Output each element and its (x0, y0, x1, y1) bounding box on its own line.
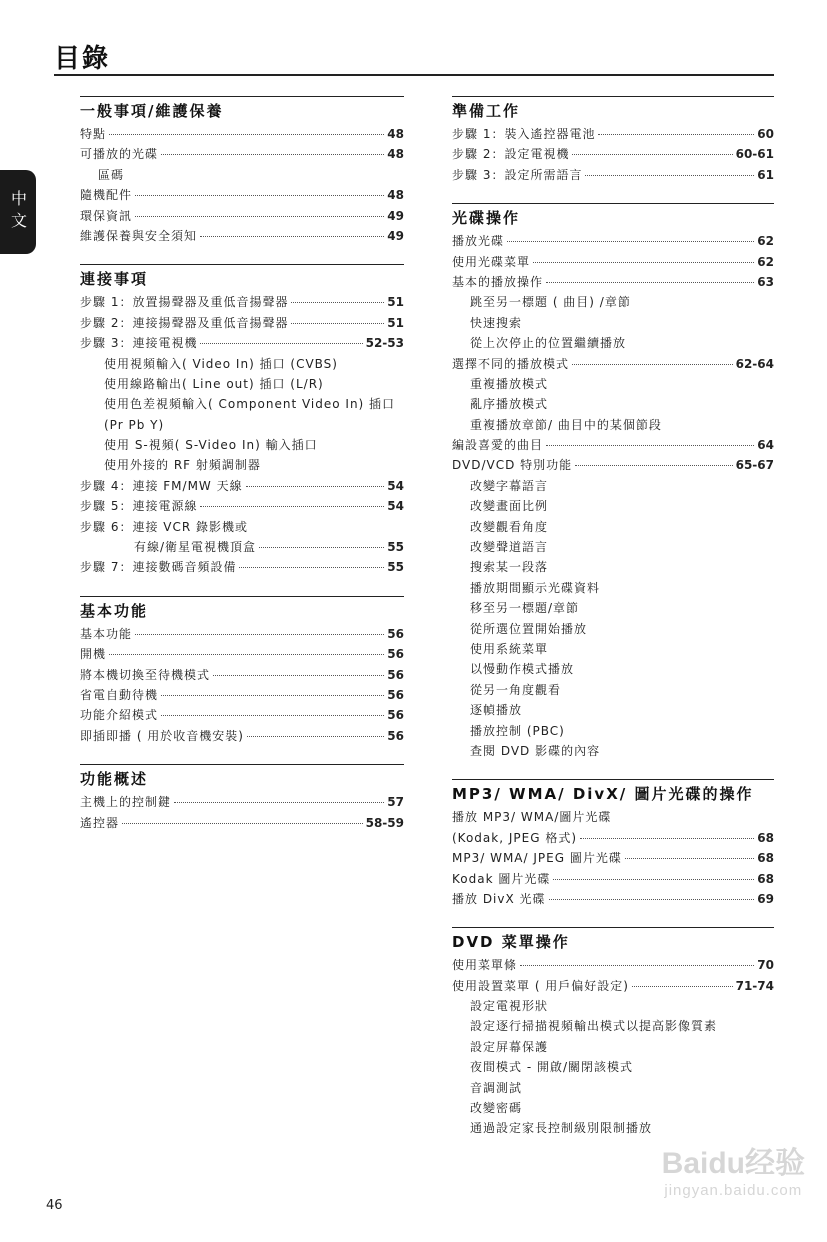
toc-entry (452, 1118, 774, 1138)
toc-entry-page: 68 (757, 851, 774, 866)
toc-entry-label: 基本的播放操作 (452, 274, 544, 289)
language-tab (0, 170, 36, 254)
toc-entry-label: 改變字幕語言 (470, 478, 549, 493)
toc-entry (452, 1078, 774, 1098)
dot-leader (625, 858, 754, 859)
dot-leader (632, 986, 733, 987)
toc-entry-label: 從所選位置開始播放 (470, 621, 588, 636)
section-title: 功能概述 (80, 764, 404, 792)
toc-entry-label: 從上次停止的位置繼續播放 (470, 336, 627, 351)
toc-entry (452, 828, 774, 848)
toc-entry (452, 374, 774, 394)
toc-entry (80, 557, 404, 577)
toc-entry-label: 遙控器 (80, 815, 120, 830)
toc-entry-label: Kodak 圖片光碟 (452, 871, 551, 886)
toc-entry (452, 272, 774, 292)
toc-entry (452, 517, 774, 537)
toc-entry (452, 700, 774, 720)
toc-entry (80, 333, 404, 353)
toc-entry-label: 特點 (80, 127, 107, 141)
toc-entry (452, 333, 774, 353)
toc-entry (452, 869, 774, 889)
toc-entry-label: 使用光碟菜單 (452, 254, 531, 269)
toc-entry (80, 165, 404, 185)
toc-entry-label: 夜間模式 - 開啟/關閉該模式 (470, 1060, 634, 1075)
toc-entry-page: 62 (757, 254, 774, 269)
toc-entry-label: 步驟 4：連接 FM/MW 天線 (80, 478, 243, 493)
toc-entry-label: 查閱 DVD 影碟的內容 (470, 743, 601, 758)
language-tab-label: 中文 (8, 190, 28, 234)
toc-entry-page: 60 (757, 127, 774, 141)
toc-entry (80, 354, 404, 374)
toc-entry-page: 56 (387, 626, 404, 641)
dot-leader (135, 195, 384, 196)
toc-entry-label: DVD/VCD 特別功能 (452, 458, 573, 473)
toc-section (452, 927, 774, 1139)
toc-entry (80, 455, 404, 475)
toc-entry-label: 使用視頻輸入( Video In) 插口 (CVBS) (104, 356, 338, 371)
toc-entry (452, 354, 774, 374)
dot-leader (572, 364, 733, 365)
dot-leader (109, 134, 384, 135)
toc-entry-label: 改變觀看角度 (470, 519, 549, 534)
toc-entry (452, 165, 774, 185)
toc-entry-label: 移至另一標題/章節 (470, 601, 580, 616)
toc-entry-page: 68 (757, 830, 774, 845)
toc-entry-label: 播放光碟 (452, 234, 505, 249)
toc-entry-label: 步驟 2：設定電視機 (452, 147, 570, 162)
toc-entry-page: 71-74 (735, 978, 774, 993)
toc-entry-label: 可播放的光碟 (80, 147, 159, 162)
dot-leader (161, 154, 384, 155)
dot-leader (546, 282, 754, 283)
toc-entry-page: 68 (757, 871, 774, 886)
toc-entry (80, 144, 404, 164)
dot-leader (161, 715, 384, 716)
toc-entry (452, 415, 774, 435)
dot-leader (247, 736, 384, 737)
section-title: 基本功能 (80, 596, 404, 624)
dot-leader (598, 134, 754, 135)
toc-entry-label: 使用 S-視頻( S-Video In) 輸入插口 (104, 438, 318, 453)
toc-entry-label: 步驟 6：連接 VCR 錄影機或 (80, 519, 249, 534)
toc-entry (452, 292, 774, 312)
toc-entry-page: 60-61 (735, 147, 774, 162)
dot-leader (200, 343, 362, 344)
toc-entry-label: 設定逐行掃描視頻輸出模式以提高影像質素 (470, 1019, 718, 1034)
dot-leader (200, 236, 384, 237)
toc-entry-label: 快速搜索 (470, 315, 523, 330)
toc-entry-label: 從另一角度觀看 (470, 682, 562, 697)
toc-entry (452, 848, 774, 868)
toc-entry-label: 搜索某一段落 (470, 560, 549, 575)
toc-entry-label: 播放 MP3/ WMA/圖片光碟 (452, 810, 612, 825)
toc-entry (452, 435, 774, 455)
toc-entry-page: 48 (387, 147, 404, 162)
toc-entry (80, 374, 404, 394)
toc-entry (80, 313, 404, 333)
watermark-brand: Baidu经验 (661, 1147, 805, 1180)
dot-leader (507, 241, 754, 242)
toc-entry-label: 省電自動待機 (80, 687, 159, 702)
toc-entry-page: 56 (387, 647, 404, 662)
toc-entry (452, 680, 774, 700)
dot-leader (585, 175, 754, 176)
dot-leader (239, 567, 384, 568)
toc-entry (80, 415, 404, 435)
toc-entry (80, 226, 404, 246)
toc-entry (452, 496, 774, 516)
toc-entry-label: 設定屏幕保護 (470, 1039, 549, 1054)
toc-entry (452, 1037, 774, 1057)
toc-entry-page: 49 (387, 208, 404, 223)
dot-leader (575, 465, 732, 466)
section-title: 連接事項 (80, 264, 404, 292)
dot-leader (549, 899, 755, 900)
toc-entry-page: 58-59 (365, 815, 404, 830)
toc-entry-label: 步驟 5：連接電源線 (80, 499, 198, 514)
toc-entry-label: 主機上的控制鍵 (80, 795, 172, 810)
toc-entry (452, 1016, 774, 1036)
toc-section (452, 779, 774, 909)
toc-entry-label: 亂序播放模式 (470, 397, 549, 412)
toc-entry-label: 重複播放章節/ 曲目中的某個節段 (470, 417, 662, 432)
section-title: DVD 菜單操作 (452, 927, 774, 955)
dot-leader (259, 547, 384, 548)
section-title: 光碟操作 (452, 203, 774, 231)
toc-entry (80, 792, 404, 812)
dot-leader (291, 302, 384, 303)
toc-entry-label: 基本功能 (80, 626, 133, 641)
toc-entry (452, 144, 774, 164)
section-title: 準備工作 (452, 96, 774, 124)
dot-leader (533, 262, 754, 263)
dot-leader (122, 823, 363, 824)
toc-entry (80, 476, 404, 496)
toc-entry (452, 313, 774, 333)
toc-entry-label: 使用外接的 RF 射頻調制器 (104, 458, 261, 473)
dot-leader (109, 654, 384, 655)
toc-entry-label: (Pr Pb Y) (104, 417, 165, 432)
toc-entry-label: 區碼 (98, 167, 125, 182)
watermark (662, 1138, 805, 1199)
toc-entry-label: 使用線路輸出( Line out) 插口 (L/R) (104, 376, 324, 391)
toc-entry-label: 改變密碼 (470, 1101, 523, 1116)
toc-entry (452, 889, 774, 909)
toc-entry (80, 292, 404, 312)
toc-entry-page: 63 (757, 274, 774, 289)
section-title: 一般事項/維護保養 (80, 96, 404, 124)
toc-entry-page: 52-53 (365, 336, 404, 351)
dot-leader (520, 965, 754, 966)
toc-entry (452, 598, 774, 618)
toc-entry (452, 124, 774, 144)
toc-entry-label: 步驟 7：連接數碼音頻設備 (80, 560, 237, 575)
toc-entry-page: 54 (387, 478, 404, 493)
toc-entry-label: 使用系統菜單 (470, 641, 549, 656)
toc-entry-page: 54 (387, 499, 404, 514)
toc-entry-label: 使用色差視頻輸入( Component Video In) 插口 (104, 397, 396, 412)
toc-entry-label: 有線/衛星電視機頂盒 (134, 540, 257, 555)
toc-entry-label: 播放 DivX 光碟 (452, 891, 546, 906)
toc-entry (452, 537, 774, 557)
toc-entry-page: 64 (757, 438, 774, 453)
toc-entry-label: 步驟 3：設定所需語言 (452, 167, 583, 182)
toc-entry (80, 124, 404, 144)
toc-entry-label: 步驟 3：連接電視機 (80, 336, 198, 351)
toc-entry (80, 206, 404, 226)
toc-entry-label: 維護保養與安全須知 (80, 228, 198, 243)
toc-entry-label: (Kodak, JPEG 格式) (452, 830, 577, 845)
toc-entry-page: 57 (387, 795, 404, 810)
toc-entry-label: 即插即播 ( 用於收音機安裝) (80, 728, 244, 743)
toc-entry (452, 955, 774, 975)
page-number: 46 (46, 1198, 63, 1213)
toc-entry-label: 將本機切換至待機模式 (80, 667, 211, 682)
toc-entry-page: 56 (387, 687, 404, 702)
toc-entry (80, 644, 404, 664)
toc-entry-page: 55 (387, 560, 404, 575)
toc-entry-page: 56 (387, 708, 404, 723)
toc-section (80, 264, 404, 577)
toc-entry-page: 70 (757, 958, 774, 973)
toc-left-column (80, 96, 404, 851)
toc-entry (80, 496, 404, 516)
toc-entry-label: 選擇不同的播放模式 (452, 356, 570, 371)
toc-entry (80, 685, 404, 705)
toc-entry (452, 976, 774, 996)
toc-entry (452, 741, 774, 761)
toc-entry (80, 517, 404, 537)
dot-leader (213, 675, 384, 676)
toc-entry-label: MP3/ WMA/ JPEG 圖片光碟 (452, 851, 622, 866)
dot-leader (200, 506, 384, 507)
toc-entry-label: 步驟 1：放置揚聲器及重低音揚聲器 (80, 295, 289, 310)
toc-entry-label: 改變聲道語言 (470, 540, 549, 555)
toc-entry-label: 步驟 2：連接揚聲器及重低音揚聲器 (80, 315, 289, 330)
toc-entry (452, 659, 774, 679)
section-title: MP3/ WMA/ DivX/ 圖片光碟的操作 (452, 779, 774, 807)
toc-entry-page: 62-64 (735, 356, 774, 371)
dot-leader (580, 838, 754, 839)
toc-entry-page: 62 (757, 234, 774, 249)
watermark-url: jingyan.baidu.com (664, 1182, 803, 1199)
toc-entry-page: 51 (387, 315, 404, 330)
dot-leader (246, 486, 385, 487)
toc-entry-label: 重複播放模式 (470, 376, 549, 391)
toc-section (452, 203, 774, 761)
page-title: 目錄 (54, 44, 111, 74)
toc-entry (452, 721, 774, 741)
toc-entry (80, 813, 404, 833)
toc-entry (452, 231, 774, 251)
toc-entry-page: 69 (757, 891, 774, 906)
dot-leader (553, 879, 754, 880)
toc-entry (452, 996, 774, 1016)
toc-entry (452, 557, 774, 577)
toc-entry (452, 619, 774, 639)
toc-entry-label: 以慢動作模式播放 (470, 662, 575, 677)
toc-section (80, 596, 404, 746)
dot-leader (135, 634, 384, 635)
toc-section (452, 96, 774, 185)
toc-entry (80, 185, 404, 205)
dot-leader (174, 802, 384, 803)
toc-entry-label: 改變畫面比例 (470, 499, 549, 514)
toc-entry-label: 環保資訊 (80, 208, 133, 223)
toc-right-column (452, 96, 774, 1157)
toc-entry-page: 56 (387, 728, 404, 743)
toc-entry (452, 578, 774, 598)
toc-entry (452, 1057, 774, 1077)
toc-entry (80, 435, 404, 455)
toc-entry-label: 音調測試 (470, 1080, 523, 1095)
toc-entry (80, 665, 404, 685)
dot-leader (546, 445, 754, 446)
toc-entry-label: 步驟 1：裝入遙控器電池 (452, 127, 596, 141)
toc-entry-label: 設定電視形狀 (470, 999, 549, 1014)
toc-entry (452, 639, 774, 659)
toc-entry-label: 通過設定家長控制級別限制播放 (470, 1121, 653, 1136)
toc-section (80, 96, 404, 246)
dot-leader (135, 216, 384, 217)
title-rule (54, 74, 774, 76)
toc-entry-label: 跳至另一標題 ( 曲目) /章節 (470, 295, 631, 310)
toc-entry-label: 使用菜單條 (452, 958, 518, 973)
toc-entry-label: 編設喜愛的曲目 (452, 438, 544, 453)
dot-leader (291, 323, 384, 324)
toc-entry-page: 48 (387, 127, 404, 141)
toc-entry-page: 65-67 (735, 458, 774, 473)
toc-entry-page: 56 (387, 667, 404, 682)
toc-entry-label: 播放控制 (PBC) (470, 723, 565, 738)
toc-entry-page: 49 (387, 228, 404, 243)
toc-entry-label: 逐幀播放 (470, 703, 523, 718)
toc-entry (80, 624, 404, 644)
toc-entry (452, 455, 774, 475)
toc-entry-label: 功能介紹模式 (80, 708, 159, 723)
toc-entry (80, 726, 404, 746)
toc-entry-page: 61 (757, 167, 774, 182)
toc-entry-label: 隨機配件 (80, 188, 133, 203)
toc-entry (80, 705, 404, 725)
toc-entry (452, 1098, 774, 1118)
toc-entry-page: 48 (387, 188, 404, 203)
dot-leader (161, 695, 384, 696)
toc-entry (80, 537, 404, 557)
toc-entry (80, 394, 404, 414)
toc-entry-label: 開機 (80, 647, 107, 662)
dot-leader (572, 154, 732, 155)
toc-entry (452, 807, 774, 827)
toc-entry (452, 476, 774, 496)
toc-entry-page: 55 (387, 540, 404, 555)
toc-entry-label: 播放期間顯示光碟資料 (470, 580, 601, 595)
toc-entry-page: 51 (387, 295, 404, 310)
toc-entry (452, 394, 774, 414)
toc-section (80, 764, 404, 833)
toc-entry (452, 252, 774, 272)
toc-entry-label: 使用設置菜單 ( 用戶偏好設定) (452, 978, 629, 993)
